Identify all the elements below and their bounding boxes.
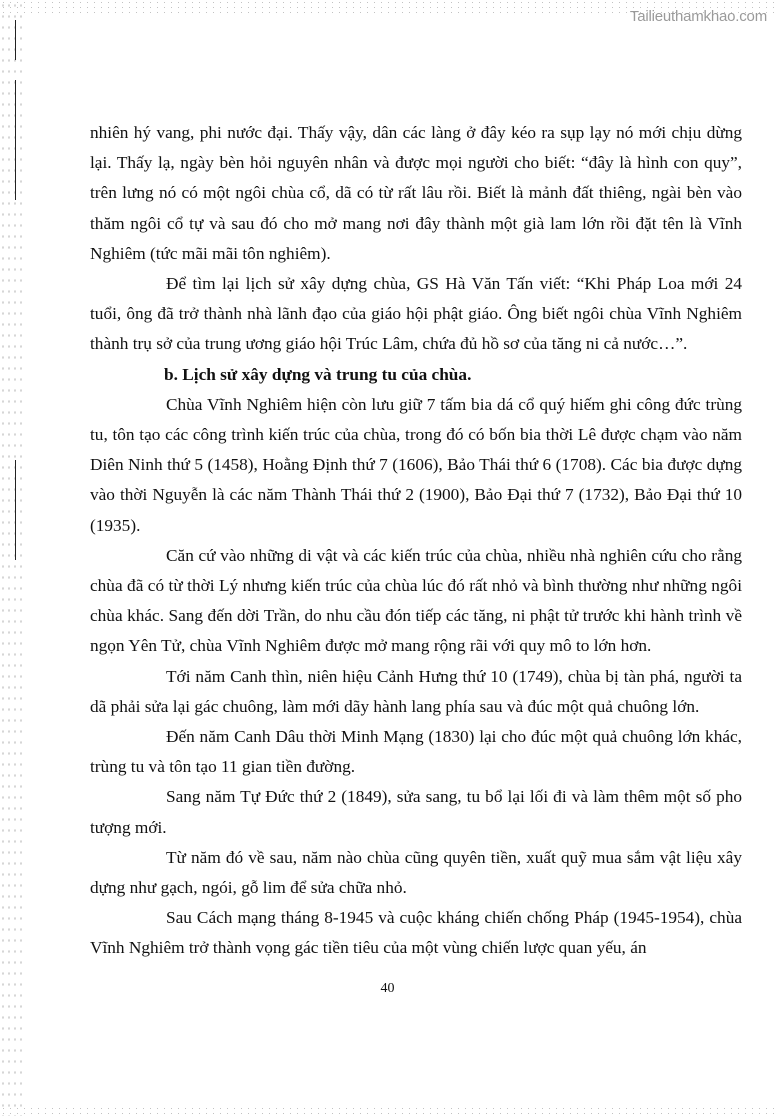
paragraph: Căn cứ vào những di vật và các kiến trúc của chùa, nhiều nhà nghiên cứu cho rằng chùa đã có từ thời Lý nhưng kiến trúc của chùa lúc đó rất nhỏ và bình thường như những ngôi chùa khác. Sang đến dời Trần, do nhu cầu đón tiếp các tăng, ni phật tử trước khi hành trình về ngọn Yên Tử, chùa Vĩnh Nghiêm được mở mang rộng rãi với quy mô to lớn hơn. [90, 545, 742, 656]
paragraph: Chùa Vĩnh Nghiêm hiện còn lưu giữ 7 tấm bia dá cổ quý hiếm ghi công đức trùng tu, tôn tạo các công trình kiến trúc của chùa, trong đó có bốn bia thời Lê được chạm vào năm Diên Ninh thứ 5 (1458), Hoằng Định thứ 7 (1606), Bảo Thái thứ 6 (1708). Các bia được dựng vào thời Nguyễn là các năm Thành Thái thứ 2 (1900), Bảo Đại thứ 7 (1732), Bảo Đại thứ 10 (1935). [90, 394, 742, 535]
paragraph: Để tìm lại lịch sử xây dựng chùa, GS Hà Văn Tấn viết: “Khi Pháp Loa mới 24 tuổi, ông đã trở thành nhà lãnh đạo của giáo hội phật giáo. Ông biết ngôi chùa Vĩnh Nghiêm thành trụ sở của trung ương giáo hội Trúc Lâm, chứa đủ hồ sơ của tăng ni cả nước…”. [90, 274, 742, 354]
paragraph: Từ năm đó về sau, năm nào chùa cũng quyên tiền, xuất quỹ mua sắm vật liệu xây dựng như gạch, ngói, gỗ lim để sửa chữa nhỏ. [90, 847, 742, 898]
document-body [90, 118, 742, 964]
scan-edge-line [15, 460, 16, 560]
paragraph: Sang năm Tự Đức thứ 2 (1849), sửa sang, tu bổ lại lối đi và làm thêm một số pho tượng mới. [90, 787, 742, 837]
paragraph: Tới năm Canh thìn, niên hiệu Cảnh Hưng thứ 10 (1749), chùa bị tàn phá, người ta dã phải sửa lại gác chuông, làm mới dãy hành lang phía sau và đúc một quả chuông lớn. [90, 666, 742, 716]
paragraph: Sau Cách mạng tháng 8-1945 và cuộc kháng chiến chống Pháp (1945-1954), chùa Vĩnh Nghiêm trở thành vọng gác tiền tiêu của một vùng chiến lược quan yếu, án [90, 908, 742, 958]
page-number: 40 [380, 981, 395, 996]
watermark: Tailieuthamkhao.com [629, 8, 767, 25]
paragraph-continuation: nhiên hý vang, phi nước đại. Thấy vậy, dân các làng ở đây kéo ra sụp lạy nó mới chịu dừng lại. Thấy lạ, ngày bèn hỏi nguyên nhân và được mọi người cho biết: “đây là hình con quy”, trên lưng nó có một ngôi chùa cổ, dã có từ rất lâu rồi. Biết là mảnh đất thiêng, ngài bèn vào thăm ngôi cổ tự và sau đó cho mở mang nơi đây thành một già lam lớn rồi đặt tên là Vĩnh Nghiêm (tức mãi mãi tôn nghiêm). [90, 123, 742, 263]
scan-edge-line [15, 20, 16, 60]
scan-noise-bottom [0, 1106, 775, 1116]
scan-noise-left [0, 0, 22, 1116]
section-heading: b. Lịch sử xây dựng và trung tu của chùa. [164, 364, 472, 384]
scan-edge-line [15, 80, 16, 200]
paragraph: Đến năm Canh Dâu thời Minh Mạng (1830) lại cho đúc một quả chuông lớn khác, trùng tu và tôn tạo 11 gian tiền đường. [90, 727, 742, 777]
